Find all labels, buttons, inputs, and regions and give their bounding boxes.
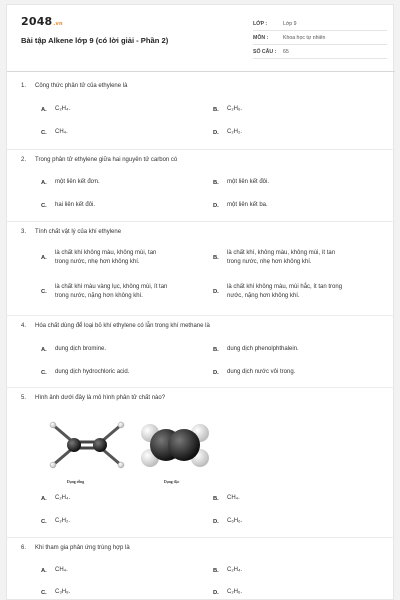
question-divider [7,387,395,388]
option-letter: D. [213,289,219,295]
option-text: C₂H₆. [227,106,243,112]
option-letter: B. [213,495,219,502]
option-line: trong nước, nhẹ hơn không khí. [227,259,312,265]
option-a[interactable] [41,345,106,354]
meta-key: LỚP : [253,20,268,27]
option-line: là chất khí không màu, không mùi, tan [55,250,157,256]
option-text: C₂H₄. [55,495,71,501]
option-c[interactable] [41,201,95,210]
option-b[interactable] [213,494,240,503]
meta-key: SỐ CÂU : [253,48,277,55]
question-number: 1. [21,83,27,89]
question-number: 6. [21,545,27,551]
option-text: dung dịch bromine. [55,346,107,352]
option-b[interactable] [213,178,269,187]
option-letter: A. [41,567,47,574]
option-b[interactable] [213,566,242,575]
header-divider [7,71,395,72]
worksheet-header [7,5,395,67]
option-letter: C. [41,289,47,295]
site-logo[interactable] [21,15,63,28]
option-text: CH₄. [55,567,68,573]
question-number: 3. [21,229,27,235]
option-letter: B. [213,255,219,261]
option-letter: A. [41,255,47,261]
question-stem [21,157,177,163]
option-c[interactable] [41,588,70,597]
option-d[interactable] [213,201,268,210]
option-letter: A. [41,106,47,113]
option-line: là chất khí không màu, mùi hắc, ít tan trong [227,284,343,290]
option-d[interactable] [213,588,242,597]
option-b[interactable] [213,345,299,354]
option-text [55,249,156,267]
question-text: Tính chất vật lý của khí ethylene [35,229,122,235]
question-text: Hình ảnh dưới đây là mô hình phân tử chất nào? [35,395,166,401]
option-letter: C. [41,129,47,136]
option-text: dung dịch hydrochloric acid. [55,369,130,375]
question-number: 4. [21,323,27,329]
option-letter: C. [41,589,47,596]
option-text: C₂H₂. [55,518,70,524]
option-letter: B. [213,346,219,353]
option-line: là chất khí, không màu, không mùi, ít tan [227,250,336,256]
question-divider [7,537,395,538]
option-text: hai liên kết đôi. [55,202,96,208]
option-letter: B. [213,567,219,574]
option-b[interactable] [213,105,242,114]
option-d[interactable] [213,517,242,526]
option-text [227,283,342,301]
option-letter: B. [213,106,219,113]
option-letter: D. [213,589,219,596]
option-text: C₂H₂. [227,129,242,135]
worksheet-page [6,4,394,600]
option-letter: D. [213,129,219,136]
image-caption: Dạng đặc [164,480,180,484]
image-caption: Dạng rỗng [67,480,85,484]
option-text: dung dịch nước vôi trong. [227,369,296,375]
question-text: Khi tham gia phản ứng trùng hợp là [35,545,130,551]
option-text: C₆H₆. [227,518,243,524]
option-letter: B. [213,179,219,186]
question-divider [7,221,395,222]
option-d[interactable] [213,368,295,377]
meta-key: MÔN : [253,34,269,41]
option-a[interactable] [41,494,70,503]
question-stem [21,229,121,235]
meta-row-subject [253,31,387,45]
ethylene-model-image [45,411,221,485]
meta-value: Khoa học tự nhiên [283,34,326,41]
ball-and-stick-model [50,422,124,468]
option-a[interactable] [41,178,100,187]
question-text: Hóa chất dùng để loại bỏ khí ethylene có lẫn trong khí methane là [35,323,210,329]
option-letter: D. [213,202,219,209]
question-divider [7,149,395,150]
option-letter: D. [213,518,219,525]
option-text: C₂H₄. [227,567,243,573]
option-text: một liên kết ba. [227,202,268,208]
space-filling-model [141,424,209,467]
option-text: C₃H₈. [55,589,71,595]
option-text: một liên kết đơn. [55,179,100,185]
option-line: là chất khí màu vàng lục, không mùi, ít tan [55,284,168,290]
question-text: Công thức phân tử của ethylene là [35,83,128,89]
option-a[interactable] [41,566,68,575]
page-title: Bài tập Alkene lớp 9 (có lời giải - Phần 2) [21,36,169,45]
meta-row-class [253,17,387,31]
question-divider [7,315,395,316]
question-stem [21,395,165,401]
option-text [227,249,335,267]
option-a[interactable] [41,105,70,114]
option-c[interactable] [41,283,167,301]
option-letter: A. [41,179,47,186]
option-letter: C. [41,369,47,376]
option-line: nước, nặng hơn không khí. [227,293,300,299]
meta-value: Lớp 9 [283,20,297,27]
option-c[interactable] [41,368,129,377]
option-text: một liên kết đôi. [227,179,270,185]
option-d[interactable] [213,128,242,137]
option-c[interactable] [41,517,70,526]
option-text: CH₄. [55,129,68,135]
option-letter: C. [41,202,47,209]
question-number: 2. [21,157,27,163]
logo-suffix: .vn [53,21,63,27]
option-c[interactable] [41,128,68,137]
question-stem [21,83,127,89]
option-a[interactable] [41,249,156,267]
question-number: 5. [21,395,27,401]
option-letter: C. [41,518,47,525]
option-text: C₂H₆. [227,589,243,595]
logo-text: 2048 [21,15,53,28]
option-line: trong nước, nhẹ hơn không khí. [55,259,140,265]
meta-value: 65 [283,48,289,55]
option-letter: D. [213,369,219,376]
meta-table [253,17,387,59]
question-text: Trong phân tử ethylene giữa hai nguyên tử carbon có [35,157,178,163]
option-letter: A. [41,495,47,502]
option-text [55,283,167,301]
meta-row-count [253,45,387,59]
option-text: C₂H₄. [55,106,71,112]
option-text: CH₄. [227,495,240,501]
option-line: trong nước, nặng hơn không khí. [55,293,143,299]
option-d[interactable] [213,283,342,301]
question-stem [21,545,130,551]
question-stem [21,323,210,329]
option-letter: A. [41,346,47,353]
option-b[interactable] [213,249,335,267]
option-text: dung dịch phenolphthalein. [227,346,299,352]
